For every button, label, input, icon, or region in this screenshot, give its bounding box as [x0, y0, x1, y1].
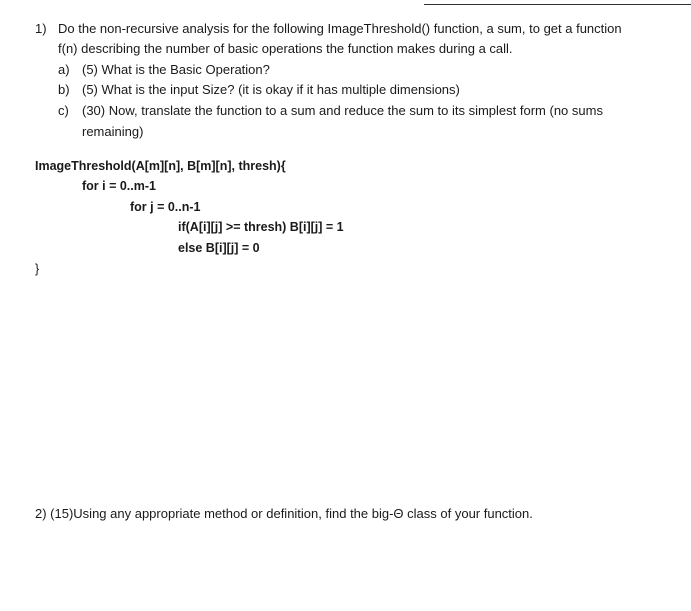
q1-number: 1): [35, 21, 47, 36]
code-closing-brace: }: [35, 262, 40, 276]
q2-text: 2) (15)Using any appropriate method or definition, find the big-Θ class of your function.: [35, 506, 533, 521]
code-if-statement: if(A[i][j] >= thresh) B[i][j] = 1: [178, 220, 344, 234]
q1-part-b-text: (5) What is the input Size? (it is okay if it has multiple dimensions): [82, 82, 460, 97]
q1-part-b-label: b): [58, 82, 70, 97]
code-outer-loop: for i = 0..m-1: [82, 179, 156, 193]
top-rule: [424, 4, 691, 5]
q1-part-c-label: c): [58, 103, 69, 118]
code-signature: ImageThreshold(A[m][n], B[m][n], thresh){: [35, 159, 286, 173]
q1-text-line1: Do the non-recursive analysis for the following ImageThreshold() function, a sum, to get a function: [58, 21, 622, 36]
q1-part-a-text: (5) What is the Basic Operation?: [82, 62, 270, 77]
q1-text-line2: f(n) describing the number of basic operations the function makes during a call.: [58, 41, 513, 56]
code-else-statement: else B[i][j] = 0: [178, 241, 260, 255]
q1-part-c-text-cont: remaining): [82, 124, 144, 139]
q1-part-a-label: a): [58, 62, 70, 77]
code-inner-loop: for j = 0..n-1: [130, 200, 201, 214]
q1-part-c-text: (30) Now, translate the function to a sum and reduce the sum to its simplest form (no sums: [82, 103, 603, 118]
